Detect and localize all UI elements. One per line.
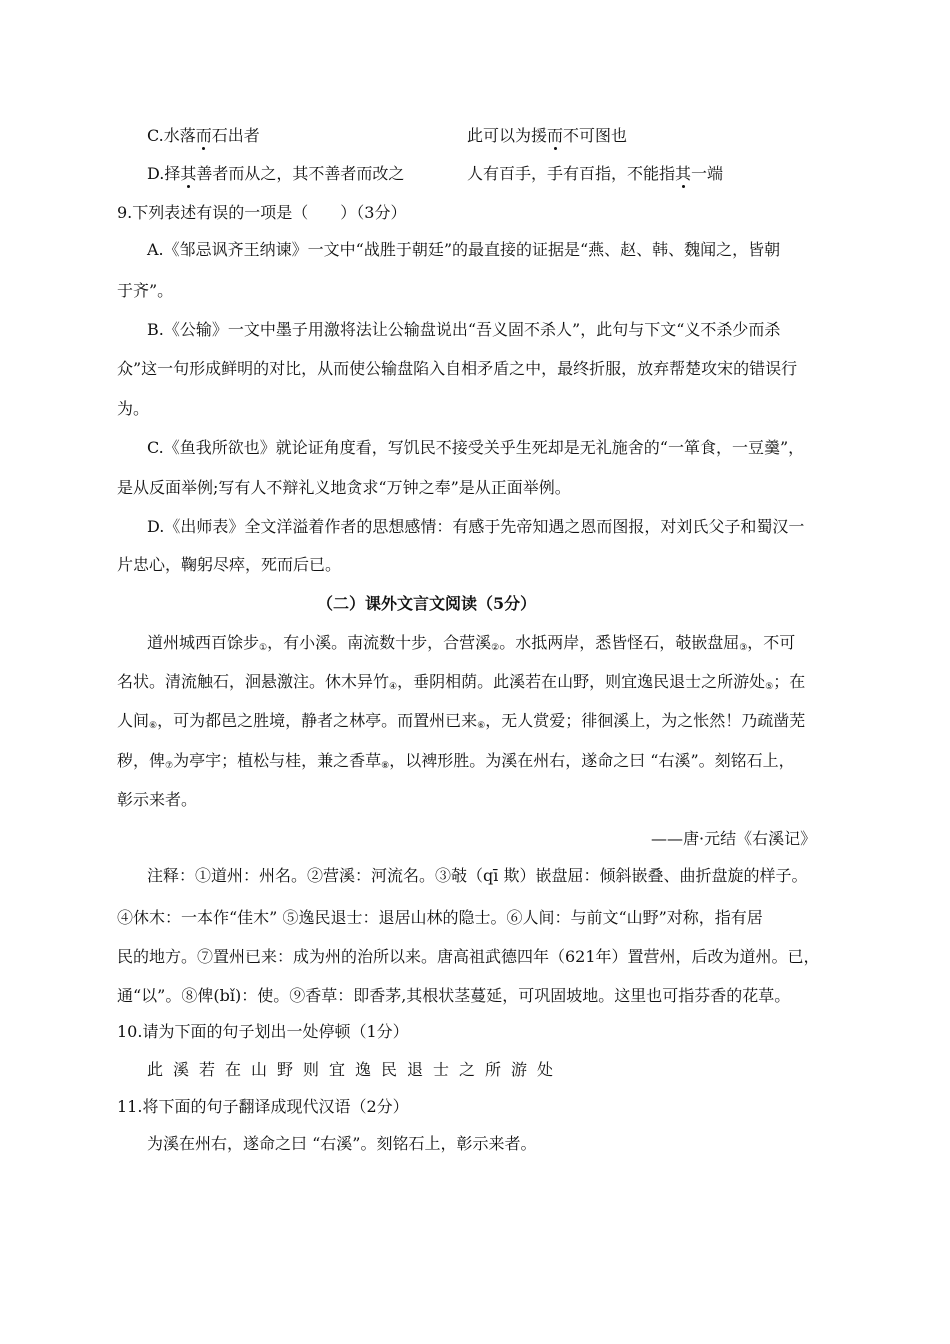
emphasis-dot-char: 而 [547,126,564,145]
notes-line: ④休木：一本作“佳木” ⑤逸民退士：退居山林的隐士。⑥人间：与前文“山野”对称，指有居 [117,908,763,927]
emphasis-dot-char: 其 [675,164,692,183]
q8-option-c-right: 此可以为援而不可图也 [467,126,628,145]
q9-option-b: B.《公输》一文中墨子用激将法让公输盘说出“吾义固不杀人”，此句与下文“义不杀少而杀 [147,320,781,339]
q9-option-b-cont: 为。 [117,399,150,418]
passage-line: 秽，俾$_⑦$为亭宇；植松与桂，兼之香草$_⑧$，以裨形胜。为溪在州右，遂命之曰 “右溪”。刻铭石上， [117,751,795,771]
footnote-marker: ② [491,643,500,653]
emphasis-dot-char: 其 [180,164,197,183]
q9-option-d: D.《出师表》全文洋溢着作者的思想感情：有感于先帝知遇之恩而图报，对刘氏父子和蜀汉一 [147,517,805,536]
passage-line: 彰示来者。 [117,790,198,809]
passage-line: 名状。清流触石，洄悬激注。休木异竹$_④$，垂阴相荫。此溪若在山野，则宜逸民退士之所游处$_⑤$；在 [117,672,806,692]
notes-line: 通“以”。⑧俾(bǐ)：使。⑨香草：即香茅,其根状茎蔓延，可巩固坡地。这里也可指芬香的花草。 [117,986,791,1005]
q9-option-a: A.《邹忌讽齐王纳谏》一文中“战胜于朝廷”的最直接的证据是“燕、赵、韩、魏闻之，皆朝 [147,240,781,259]
q9-option-b-cont: 众”这一句形成鲜明的对比，从而使公输盘陷入自相矛盾之中，最终折服，放弃帮楚攻宋的错误行 [117,359,798,378]
section-heading: （二）课外文言文阅读（5分） [317,594,537,613]
footnote-marker: ④ [389,682,398,692]
q9-option-d-cont: 片忠心，鞠躬尽瘁，死而后已。 [117,555,342,574]
q11-sentence: 为溪在州右，遂命之曰 “右溪”。刻铭石上，彰示来者。 [147,1134,537,1153]
footnote-marker: ⑧ [381,761,390,771]
footnote-marker: ① [259,643,268,653]
passage-line: 道州城西百馀步$_①$，有小溪。南流数十步，合营溪$_②$。水抵两岸，悉皆怪石，攲嵌盘屈$_③$，不可 [147,633,796,653]
notes-line: 民的地方。⑦置州已来：成为州的治所以来。唐高祖武德四年（621年）置营州，后改为道州。已， [117,947,820,966]
attribution: ——唐·元结《右溪记》 [651,829,817,848]
q9-stem: 9.下列表述有误的一项是（ ）（3分） [117,203,407,222]
footnote-marker: ③ [739,643,748,653]
q10-sentence: 此溪若在山野则宜逸民退士之所游处 [147,1060,564,1079]
footnote-marker: ⑥ [477,721,486,731]
q9-option-c-cont: 是从反面举例;写有人不辩礼义地贪求“万钟之奉”是从正面举例。 [117,478,571,497]
q9-option-c: C.《鱼我所欲也》就论证角度看，写饥民不接受关乎生死却是无礼施舍的“一箪食，一豆羹”， [147,438,805,457]
q8-option-c-left: C.水落而石出者 [147,126,260,145]
q11-stem: 11.将下面的句子翻译成现代汉语（2分） [117,1097,409,1116]
footnote-marker: ⑥ [149,721,158,731]
emphasis-dot-char: 而 [195,126,212,145]
notes-line: 注释：①道州：州名。②营溪：河流名。③攲（qī 欺）嵌盘屈：倾斜嵌叠、曲折盘旋的样子。 [147,866,808,885]
q10-stem: 10.请为下面的句子划出一处停顿（1分） [117,1022,409,1041]
q8-option-d-right: 人有百手，手有百指，不能指其一端 [467,164,724,183]
footnote-marker: ⑤ [765,682,774,692]
footnote-marker: ⑦ [165,761,174,771]
q8-option-d-left: D.择其善者而从之，其不善者而改之 [147,164,405,183]
q9-option-a-cont: 于齐”。 [117,281,174,300]
passage-line: 人间$_⑥$，可为都邑之胜境，静者之林亭。而置州已来$_⑥$，无人赏爱；徘徊溪上，为之怅然！乃疏凿芜 [117,711,806,731]
